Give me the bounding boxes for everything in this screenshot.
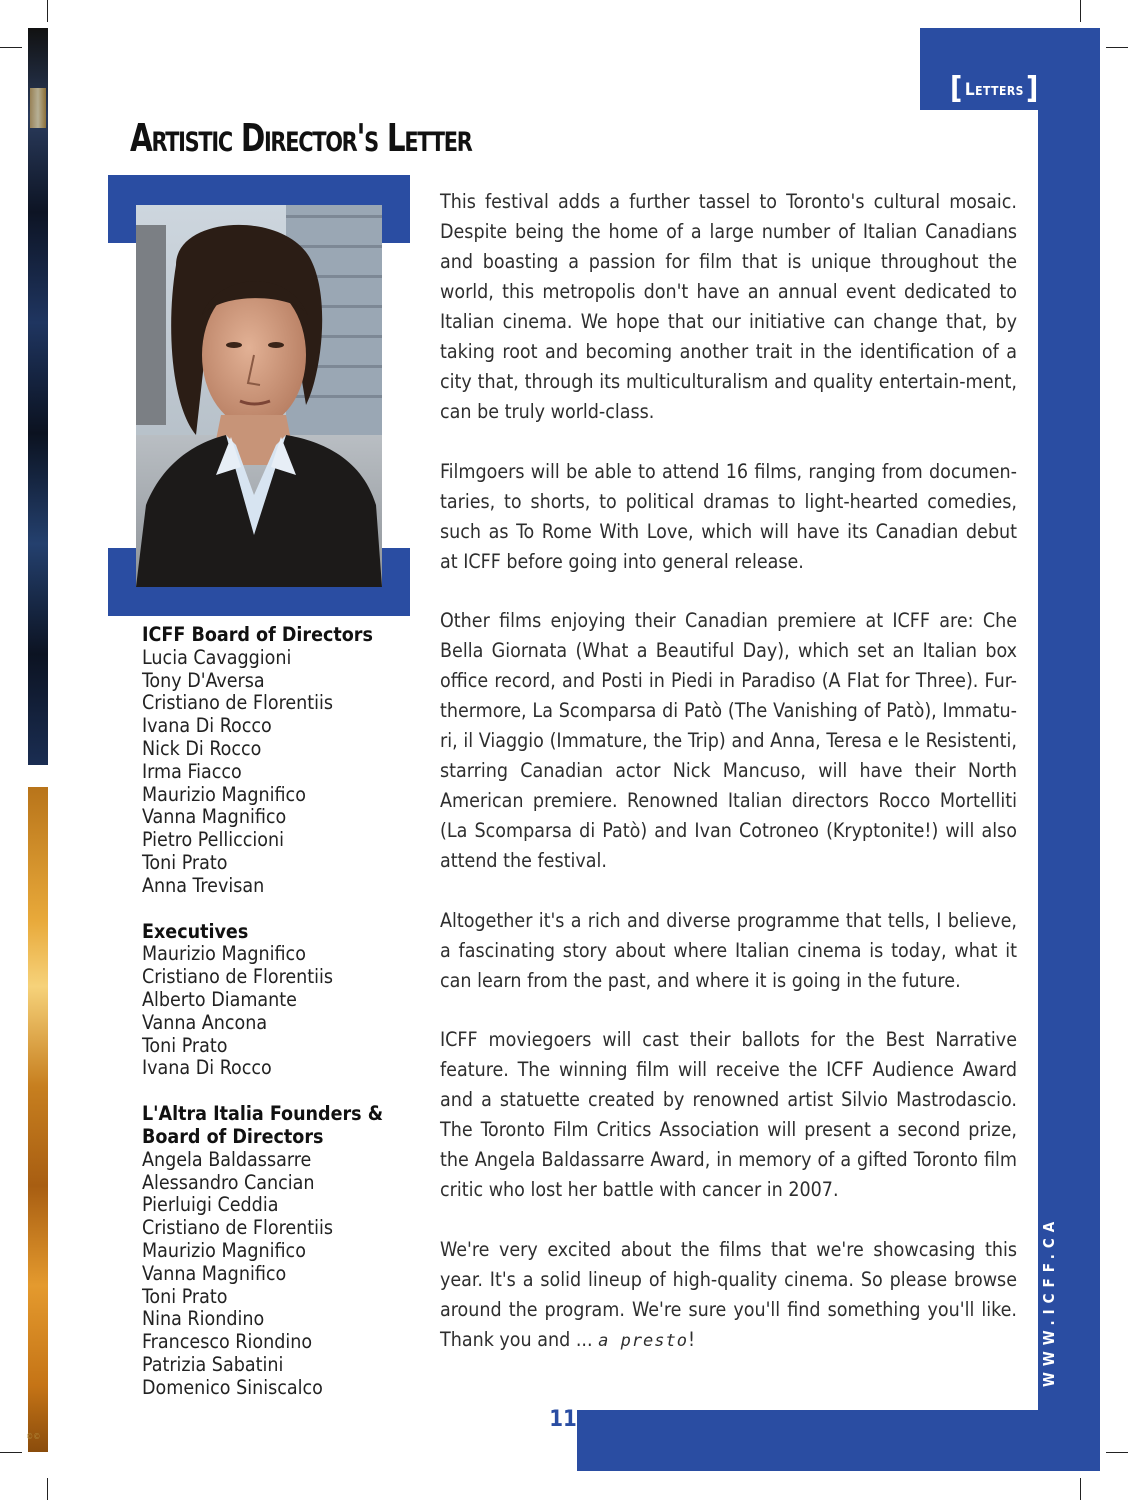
a-presto-text: a presto: [598, 1330, 688, 1351]
board-member: Tony D'Aversa: [142, 668, 265, 692]
paragraph: Other films enjoying their Canadian premiere at ICFF are: Che Bella Giornata (What a Beautiful Day), which set an Italian box office record, and Posti in Piedi in Paradiso (A Flat for Three). Fur-thermore, La Scomparsa di Patò (The Vanishing of Patò), Immatu-ri, il Viaggio (Immature, the Trip) and Anna, Teresa e le Resistenti, starring Canadian actor Nick Mancuso, will have their North American premiere. Renowned Italian directors Rocco Mortelliti (La Scomparsa di Patò) and Ivan Cotroneo (Kryptonite!) will also attend the festival.: [440, 609, 1017, 872]
film-strip-top: [28, 28, 48, 765]
executive-member: Maurizio Magnifico: [142, 942, 306, 966]
board-member: Cristiano de Florentiis: [142, 691, 334, 715]
founder-member: Cristiano de Florentiis: [142, 1216, 334, 1240]
crop-mark: [1106, 47, 1128, 48]
executive-member: Vanna Ancona: [142, 1010, 268, 1034]
executives-group: [142, 921, 402, 1081]
section-tag-label: Letters: [964, 80, 1024, 100]
founder-member: Nina Riondino: [142, 1307, 265, 1331]
founders-heading: L'Altra Italia Founders &: [142, 1102, 384, 1126]
close-bracket: ]: [1025, 70, 1039, 106]
board-member: Ivana Di Rocco: [142, 714, 272, 738]
closing-paragraph: [440, 1235, 1017, 1356]
board-member: Toni Prato: [142, 850, 228, 874]
founder-member: Vanna Magnifico: [142, 1261, 287, 1285]
paragraph: This festival adds a further tassel to Toronto's cultural mosaic. Despite being the home of a large number of Italian Canadians and boasting a passion for film that is unique throughout the world, this metropolis don't have an annual event dedicated to Italian cinema. We hope that our initiative can change that, by taking root and becoming another trait in the identification of a city that, through its multiculturalism and quality entertain-ment, can be truly world-class.: [440, 190, 1017, 423]
paragraph: Filmgoers will be able to attend 16 films, ranging from documen-taries, to shorts, to political dramas to light-hearted comedies, such as To Rome With Love, which will have its Canadian debut at ICFF before going into general release.: [440, 459, 1017, 573]
board-member: Lucia Cavaggioni: [142, 645, 292, 669]
crop-mark: [0, 1452, 22, 1453]
corner-mark: ©©: [26, 1432, 41, 1441]
blue-band-bottom: [577, 1410, 1100, 1471]
crop-mark: [47, 1478, 48, 1500]
portrait-photo-icon: [136, 205, 382, 587]
executive-member: Toni Prato: [142, 1033, 228, 1057]
executive-member: Alberto Diamante: [142, 987, 297, 1011]
board-member: Pietro Pelliccioni: [142, 828, 284, 852]
executives-heading: Executives: [142, 919, 249, 943]
sidebar-credits: [142, 624, 402, 1423]
founder-member: Patrizia Sabatini: [142, 1352, 284, 1376]
founder-member: Toni Prato: [142, 1284, 228, 1308]
crop-mark: [1106, 1452, 1128, 1453]
board-member: Anna Trevisan: [142, 873, 265, 897]
crop-mark: [47, 0, 48, 22]
founder-member: Maurizio Magnifico: [142, 1238, 306, 1262]
executive-member: Cristiano de Florentiis: [142, 965, 334, 989]
board-member: Nick Di Rocco: [142, 736, 262, 760]
website-url: WWW.ICFF.CA: [1040, 1215, 1058, 1387]
board-group: [142, 624, 402, 898]
closing-exclamation: !: [688, 1327, 696, 1351]
page-number: 11: [549, 1407, 577, 1432]
board-member: Vanna Magnifico: [142, 805, 287, 829]
paragraph: ICFF moviegoers will cast their ballots for the Best Narrative feature. The winning film will receive the ICFF Audience Award and a statuette created by renowned artist Silvio Mastrodascio. The Toronto Film Critics Association will present a second prize, the Angela Baldassarre Award, in memory of a gifted Toronto film critic who lost her battle with cancer in 2007.: [440, 1028, 1017, 1201]
founders-heading-line2: Board of Directors: [142, 1124, 324, 1148]
crop-mark: [1080, 1478, 1081, 1500]
board-heading: ICFF Board of Directors: [142, 623, 373, 646]
closing-text: We're very excited about the films that we're showcasing this year. It's a solid lineup of high-quality cinema. So please browse around the program. We're sure you'll find something you'll like. Thank you and ...: [440, 1237, 1017, 1351]
open-bracket: [: [950, 70, 963, 106]
board-member: Maurizio Magnifico: [142, 782, 306, 806]
paragraph: Altogether it's a rich and diverse programme that tells, I believe, a fascinating story about where Italian cinema is today, what it can learn from the past, and where it is going in the future.: [440, 908, 1017, 992]
founder-member: Alessandro Cancian: [142, 1170, 315, 1194]
section-tag: [950, 70, 1100, 110]
founder-member: Domenico Siniscalco: [142, 1375, 323, 1399]
founder-member: Angela Baldassarre: [142, 1147, 312, 1171]
film-strip-bottom: [28, 787, 48, 1452]
crop-mark: [1080, 0, 1081, 22]
letter-body: [440, 187, 1017, 1385]
portrait-photo: [136, 205, 382, 587]
board-member: Irma Fiacco: [142, 759, 242, 783]
founder-member: Francesco Riondino: [142, 1330, 313, 1354]
executive-member: Ivana Di Rocco: [142, 1056, 272, 1080]
page-title: Artistic Director's Letter: [130, 116, 472, 160]
crop-mark: [0, 47, 22, 48]
founder-member: Pierluigi Ceddia: [142, 1193, 279, 1217]
founders-group: [142, 1103, 402, 1399]
